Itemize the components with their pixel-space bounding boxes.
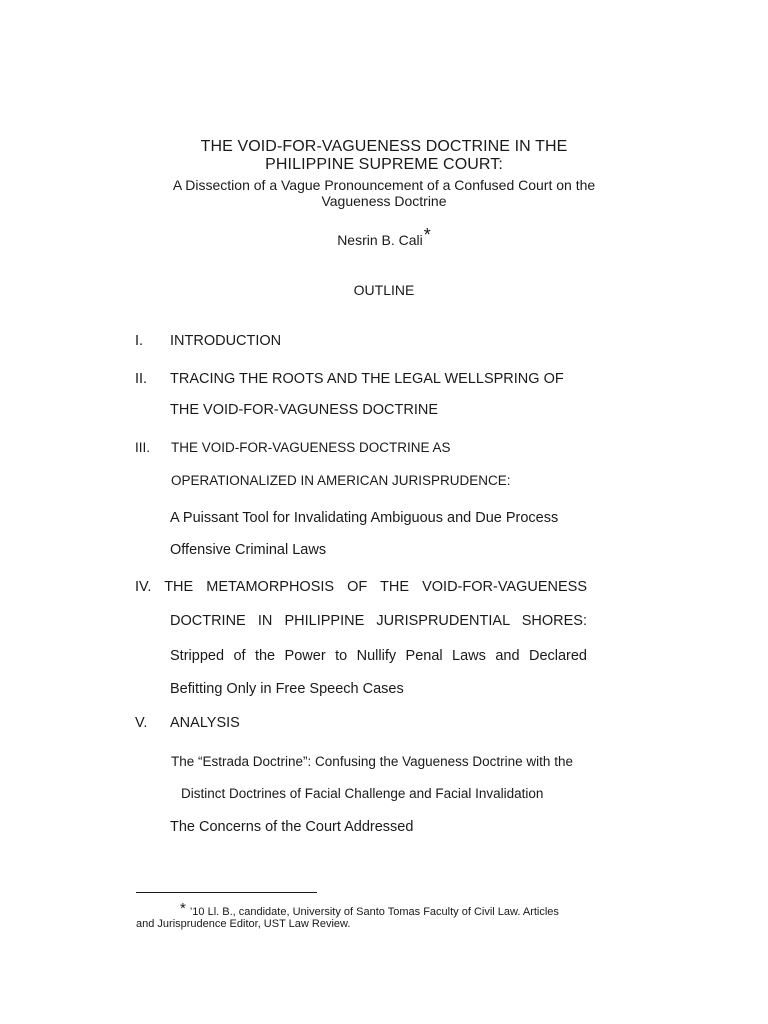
subtitle-line-1: A Dissection of a Vague Pronouncement of a Confused Court on the bbox=[172, 177, 596, 193]
outline-item-4-line-1: IV. THE METAMORPHOSIS OF THE VOID-FOR-VAGUENESS bbox=[135, 579, 587, 595]
outline-item-4-line-4: Befitting Only in Free Speech Cases bbox=[170, 681, 404, 697]
outline-item-5-line-4: The Concerns of the Court Addressed bbox=[170, 819, 414, 835]
outline-item-3-line-2: OPERATIONALIZED IN AMERICAN JURISPRUDENCE: bbox=[171, 473, 511, 488]
footnote-line-1: * ’10 Ll. B., candidate, University of Santo Tomas Faculty of Civil Law. Articles bbox=[180, 900, 559, 918]
footnote-mark: * bbox=[180, 900, 186, 917]
outline-item-4-line-2: DOCTRINE IN PHILIPPINE JURISPRUDENTIAL SHORES: bbox=[170, 613, 587, 629]
outline-numeral-2: II. bbox=[135, 371, 148, 387]
outline-numeral-3: III. bbox=[135, 440, 151, 455]
title-line-2: PHILIPPINE SUPREME COURT: bbox=[265, 156, 503, 173]
outline-heading: OUTLINE bbox=[353, 282, 415, 298]
author-name: Nesrin B. Cali bbox=[337, 232, 423, 248]
footnote-separator bbox=[136, 892, 317, 893]
outline-item-3-line-3: A Puissant Tool for Invalidating Ambiguous and Due Process bbox=[170, 510, 559, 526]
subtitle-line-2: Vagueness Doctrine bbox=[321, 193, 447, 209]
outline-item-5-line-2: The “Estrada Doctrine”: Confusing the Vagueness Doctrine with the bbox=[171, 754, 573, 769]
outline-item-3-line-1: THE VOID-FOR-VAGUENESS DOCTRINE AS bbox=[171, 440, 451, 455]
outline-numeral-4: IV. bbox=[135, 579, 152, 595]
outline-numeral-1: I. bbox=[135, 333, 144, 349]
outline-item-3-line-4: Offensive Criminal Laws bbox=[170, 542, 327, 558]
outline-item-2-line-2: THE VOID-FOR-VAGUNESS DOCTRINE bbox=[170, 402, 438, 418]
outline-numeral-5: V. bbox=[135, 715, 148, 731]
outline-item-5-line-1: ANALYSIS bbox=[170, 715, 240, 731]
outline-item-1-line-1: INTRODUCTION bbox=[170, 333, 282, 349]
author-line bbox=[0, 225, 768, 250]
author-footnote-mark: * bbox=[423, 225, 431, 245]
footnote-line-2: and Jurisprudence Editor, UST Law Review. bbox=[136, 918, 351, 930]
title-line-1: THE VOID-FOR-VAGUENESS DOCTRINE IN THE bbox=[200, 138, 568, 155]
outline-item-4-line-3: Stripped of the Power to Nullify Penal Laws and Declared bbox=[170, 648, 587, 664]
outline-item-2-line-1: TRACING THE ROOTS AND THE LEGAL WELLSPRING OF bbox=[170, 371, 564, 387]
outline-item-5-line-3: Distinct Doctrines of Facial Challenge and Facial Invalidation bbox=[181, 786, 544, 801]
